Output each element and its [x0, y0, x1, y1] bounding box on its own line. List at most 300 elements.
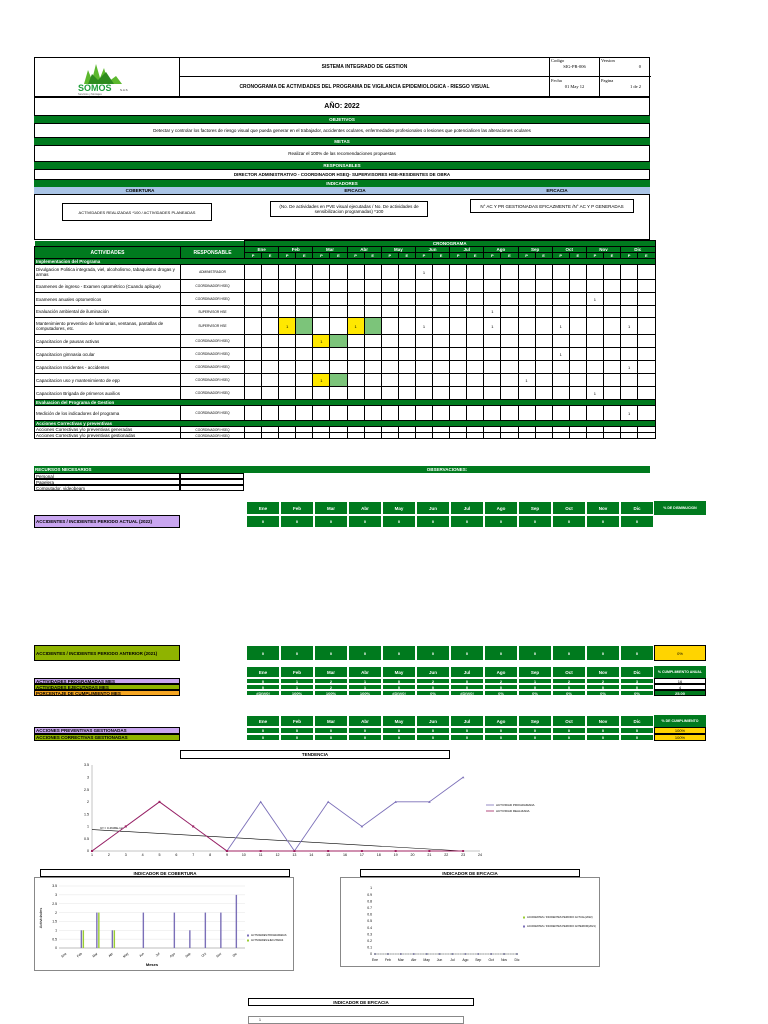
- summary-value: 0: [246, 727, 280, 734]
- schedule-cell: [433, 348, 450, 361]
- schedule-cell: [398, 374, 415, 387]
- month-header: Ago: [484, 666, 518, 678]
- x-tick-label: Jun: [138, 951, 145, 959]
- month-header: Abr: [347, 247, 381, 253]
- schedule-cell: [586, 318, 603, 335]
- trend-label: R² = 0.4636E-12: [100, 826, 123, 831]
- bar: [205, 913, 206, 948]
- schedule-cell: [296, 265, 313, 280]
- logo-subtitle: Servicios y Montajes: [78, 93, 102, 96]
- summary-value: 0: [552, 727, 586, 734]
- logo-text: SOMOS: [78, 83, 112, 93]
- schedule-cell: [398, 387, 415, 400]
- exec-header: E: [364, 253, 381, 259]
- month-header: Jul: [450, 247, 484, 253]
- summary-value: 0: [450, 515, 484, 528]
- series-point: [462, 850, 464, 852]
- x-tick-label: 15: [326, 853, 331, 857]
- series-point: [91, 850, 93, 852]
- table-row: [35, 293, 656, 306]
- schedule-cell: [586, 374, 603, 387]
- schedule-cell: [381, 318, 398, 335]
- schedule-cell: [433, 265, 450, 280]
- bar: [81, 930, 82, 948]
- y-tick-label: 3.5: [52, 884, 57, 889]
- summary-value: 0: [620, 684, 654, 690]
- x-tick-label: 17: [359, 853, 364, 857]
- summary-value: 2: [586, 678, 620, 684]
- schedule-cell: [603, 361, 620, 374]
- schedule-cell: [603, 280, 620, 293]
- summary-extra: 0%: [654, 645, 706, 661]
- version-value: 0: [638, 64, 641, 69]
- schedule-cell: [603, 387, 620, 400]
- schedule-cell: [518, 265, 535, 280]
- y-tick-label: 3.5: [84, 763, 89, 768]
- metas-text: Realizar el 100% de las recomendaciones propuestas: [34, 145, 650, 162]
- schedule-cell: [501, 348, 518, 361]
- schedule-cell: [415, 387, 432, 400]
- schedule-cell: [501, 306, 518, 318]
- x-tick-label: Jul: [154, 951, 161, 958]
- summary-value: 0: [552, 515, 586, 528]
- x-tick-label: Dic: [231, 951, 238, 958]
- schedule-cell: [415, 374, 432, 387]
- schedule-cell: [552, 361, 569, 374]
- x-tick-label: Mar: [91, 951, 99, 959]
- schedule-cell: [603, 265, 620, 280]
- schedule-cell: [638, 280, 655, 293]
- schedule-cell: [535, 433, 552, 439]
- summary-value: 0: [382, 727, 416, 734]
- schedule-cell: [518, 318, 535, 335]
- recursos-title: RECURSOS NECESARIOS: [34, 466, 244, 473]
- schedule-cell: [450, 318, 467, 335]
- schedule-cell: [330, 361, 347, 374]
- series-point: [125, 825, 127, 827]
- x-tick-label: 4: [141, 853, 144, 857]
- schedule-cell: [535, 306, 552, 318]
- schedule-cell: [364, 406, 381, 421]
- activity-responsable: COORDINADOR HSEQ: [181, 406, 245, 421]
- summary-value: 0: [586, 645, 620, 661]
- schedule-cell: [313, 306, 330, 318]
- schedule-cell: [433, 406, 450, 421]
- schedule-cell: [381, 335, 398, 348]
- schedule-cell: [638, 293, 655, 306]
- y-tick-label: 0.9: [367, 892, 372, 897]
- schedule-cell: [467, 433, 484, 439]
- schedule-cell: [518, 387, 535, 400]
- summary-value: 0%: [620, 690, 654, 696]
- pagina-label: Pagina: [601, 78, 614, 83]
- schedule-cell: [296, 374, 313, 387]
- svg-text:S.A.S: S.A.S: [120, 88, 128, 92]
- logo-graphic: [36, 58, 180, 96]
- exec-header: E: [433, 253, 450, 259]
- month-header: Abr: [348, 501, 382, 515]
- cobertura-chart-title: INDICADOR DE COBERTURA: [40, 869, 290, 877]
- exec-header: E: [535, 253, 552, 259]
- activity-responsable: COORDINADOR HSEQ: [181, 433, 245, 439]
- schedule-cell: [621, 280, 638, 293]
- schedule-cell: [364, 335, 381, 348]
- schedule-cell: [518, 433, 535, 439]
- schedule-cell: [518, 348, 535, 361]
- schedule-cell: [364, 265, 381, 280]
- schedule-cell: [381, 361, 398, 374]
- table-row: [35, 348, 656, 361]
- y-tick-label: 2: [87, 800, 89, 805]
- table-row: [35, 306, 656, 318]
- schedule-cell: [347, 361, 364, 374]
- bottom-chart-tick: 1: [259, 1018, 261, 1022]
- series-point: [452, 953, 454, 955]
- plan-header: P: [518, 253, 535, 259]
- schedule-cell: [262, 280, 279, 293]
- month-header: Nov: [586, 501, 620, 515]
- schedule-cell: 1: [586, 387, 603, 400]
- schedule-cell: [313, 265, 330, 280]
- summary-value: 0: [246, 684, 280, 690]
- schedule-cell: [245, 335, 262, 348]
- schedule-cell: [296, 293, 313, 306]
- plan-header: P: [313, 253, 330, 259]
- y-tick-label: 0.8: [367, 899, 372, 904]
- schedule-cell: [398, 433, 415, 439]
- summary-value: #DIV/0!: [450, 690, 484, 696]
- activity-responsable: SUPERVISOR HSE: [181, 306, 245, 318]
- schedule-cell: [638, 318, 655, 335]
- schedule-cell: [279, 335, 296, 348]
- summary-value: 0: [280, 515, 314, 528]
- section-title: Evaluacion del Programa de Gestion: [35, 400, 656, 406]
- schedule-cell: [364, 387, 381, 400]
- legend-label: ACTIVIDAD REALIZADA: [496, 809, 530, 813]
- schedule-cell: [279, 387, 296, 400]
- col-responsable: RESPONSABLE: [181, 247, 245, 259]
- schedule-cell: [279, 361, 296, 374]
- x-tick-label: 8: [209, 853, 212, 857]
- x-tick-label: 21: [427, 853, 432, 857]
- summary-value: 0: [416, 727, 450, 734]
- summary-value: 0: [518, 684, 552, 690]
- schedule-cell: [552, 387, 569, 400]
- schedule-cell: [433, 306, 450, 318]
- schedule-cell: [621, 348, 638, 361]
- schedule-cell: [638, 265, 655, 280]
- month-header: Ago: [484, 715, 518, 727]
- summary-row-label: ACCIDENTES / INCIDENTES PERIODO ANTERIOR (2021): [34, 645, 180, 661]
- schedule-cell: [535, 335, 552, 348]
- schedule-cell: [450, 348, 467, 361]
- summary-extra: 4: [654, 684, 706, 690]
- summary-value: 0: [586, 684, 620, 690]
- y-tick-label: 0.5: [367, 919, 372, 924]
- schedule-cell: [330, 265, 347, 280]
- schedule-cell: [364, 318, 381, 335]
- schedule-cell: [364, 361, 381, 374]
- summary-value: 0: [280, 645, 314, 661]
- y-tick-label: 0.6: [367, 912, 372, 917]
- fecha-value: 01 May 12: [564, 84, 585, 89]
- x-tick-label: 19: [393, 853, 398, 857]
- schedule-cell: [569, 335, 586, 348]
- schedule-cell: [398, 406, 415, 421]
- x-tick-label: Abr: [107, 951, 114, 958]
- bar: [236, 895, 237, 948]
- schedule-cell: [501, 406, 518, 421]
- schedule-cell: [245, 433, 262, 439]
- schedule-cell: [330, 306, 347, 318]
- month-header: May: [381, 247, 415, 253]
- x-tick-label: 5: [158, 853, 161, 857]
- legend-swatch: [523, 926, 525, 928]
- schedule-cell: 1: [621, 318, 638, 335]
- month-header: Oct: [552, 247, 586, 253]
- schedule-cell: [518, 293, 535, 306]
- schedule-cell: [467, 318, 484, 335]
- activity-responsable: COORDINADOR HSEQ: [181, 361, 245, 374]
- month-header: Sep: [518, 247, 552, 253]
- plan-header: P: [381, 253, 398, 259]
- schedule-cell: [347, 348, 364, 361]
- objetivos-text: Detectar y controlar los factores de riesgo visual que pueda generar en el trabajador, accidentes oculares, enfermedades profesionales o lesiones que potencialicen las alteraciones oculares: [34, 123, 650, 138]
- summary-value: 0: [382, 645, 416, 661]
- formula-eficacia2: N° AC Y PR GESTIONADAS EFICAZMENTE /N° AC Y P GENERADAS: [470, 199, 634, 213]
- schedule-cell: [450, 306, 467, 318]
- series-point: [374, 953, 376, 955]
- schedule-cell: 1: [586, 293, 603, 306]
- schedule-cell: [450, 387, 467, 400]
- exec-header: E: [638, 253, 655, 259]
- series-point: [293, 850, 295, 852]
- schedule-cell: [381, 406, 398, 421]
- schedule-cell: [296, 348, 313, 361]
- series-point: [465, 953, 467, 955]
- y-tick-label: 1.5: [84, 812, 89, 817]
- schedule-cell: [262, 335, 279, 348]
- month-header: Abr: [348, 715, 382, 727]
- x-tick-label: 14: [309, 853, 314, 857]
- cobertura-header: COBERTURA: [34, 187, 246, 194]
- schedule-cell: [621, 293, 638, 306]
- schedule-cell: [638, 374, 655, 387]
- plan-header: P: [279, 253, 296, 259]
- legend-label: ACCIDENTES / INCIDENTES PERIODO ANTERIOR(2021): [527, 925, 596, 928]
- summary-value: 0%: [552, 690, 586, 696]
- schedule-cell: [535, 374, 552, 387]
- schedule-cell: [347, 374, 364, 387]
- schedule-cell: [381, 387, 398, 400]
- schedule-cell: [603, 433, 620, 439]
- table-row: [35, 361, 656, 374]
- schedule-cell: [313, 348, 330, 361]
- schedule-cell: [279, 293, 296, 306]
- activity-responsable: COORDINADOR HSEQ: [181, 387, 245, 400]
- x-tick-label: 10: [241, 853, 246, 857]
- schedule-cell: [381, 280, 398, 293]
- schedule-cell: [262, 306, 279, 318]
- schedule-cell: 1: [415, 265, 432, 280]
- schedule-cell: [364, 348, 381, 361]
- summary-value: 0: [348, 727, 382, 734]
- bar: [96, 913, 97, 948]
- schedule-cell: [586, 265, 603, 280]
- schedule-cell: [501, 293, 518, 306]
- schedule-cell: [638, 306, 655, 318]
- summary-value: 2: [484, 678, 518, 684]
- schedule-cell: [621, 387, 638, 400]
- summary-value: 0%: [484, 690, 518, 696]
- summary-value: 0: [552, 684, 586, 690]
- x-tick-label: Sep: [475, 958, 482, 962]
- y-axis-label: Actividades: [38, 907, 43, 929]
- schedule-cell: [330, 433, 347, 439]
- month-header: May: [382, 501, 416, 515]
- summary-value: 2: [314, 684, 348, 690]
- eficacia2-header: EFICACIA: [464, 187, 650, 194]
- schedule-cell: [433, 318, 450, 335]
- summary-value: 0: [314, 727, 348, 734]
- plan-header: P: [415, 253, 432, 259]
- summary-row-label: ACCIONES CORRECTIVAS GESTIONADAS: [34, 734, 180, 741]
- schedule-cell: [313, 280, 330, 293]
- activity-name: Capacitacion uso y mantenimiento de epp: [35, 374, 181, 387]
- schedule-cell: [415, 280, 432, 293]
- month-header: Ene: [245, 247, 279, 253]
- schedule-cell: [586, 335, 603, 348]
- schedule-cell: 1: [415, 318, 432, 335]
- summary-value: 0: [552, 734, 586, 741]
- schedule-cell: [603, 306, 620, 318]
- summary-value: 2: [552, 678, 586, 684]
- schedule-cell: [450, 280, 467, 293]
- month-header: Feb: [280, 501, 314, 515]
- month-header: Jun: [416, 666, 450, 678]
- schedule-cell: [262, 265, 279, 280]
- table-row: [35, 406, 656, 421]
- y-tick-label: 3: [87, 775, 89, 780]
- x-tick-label: 23: [461, 853, 466, 857]
- bottom-chart-title: INDICADOR DE EFICACIA: [248, 998, 474, 1006]
- summary-value: 0: [246, 734, 280, 741]
- schedule-cell: [330, 293, 347, 306]
- schedule-cell: [296, 280, 313, 293]
- summary-value: 0: [620, 515, 654, 528]
- schedule-cell: [415, 293, 432, 306]
- summary-value: 0: [620, 727, 654, 734]
- schedule-cell: [245, 293, 262, 306]
- schedule-cell: 1: [621, 406, 638, 421]
- series-point: [462, 776, 465, 778]
- summary-value: 0: [484, 727, 518, 734]
- schedule-cell: [245, 265, 262, 280]
- activity-responsable: COORDINADOR HSEQ: [181, 427, 245, 433]
- x-tick-label: Oct: [488, 958, 494, 962]
- summary-value: 0: [586, 727, 620, 734]
- tendencia-title: TENDENCIA: [180, 750, 450, 759]
- schedule-cell: [245, 348, 262, 361]
- series-point: [192, 825, 194, 827]
- schedule-cell: [313, 433, 330, 439]
- summary-value: 0: [518, 645, 552, 661]
- month-header: Ene: [246, 501, 280, 515]
- schedule-cell: [398, 361, 415, 374]
- summary-value: 100%: [280, 690, 314, 696]
- series-line: [92, 777, 463, 851]
- series-point: [516, 953, 518, 955]
- x-tick-label: Ene: [371, 958, 379, 962]
- schedule-cell: [245, 406, 262, 421]
- schedule-cell: [467, 406, 484, 421]
- schedule-cell: [313, 406, 330, 421]
- bar: [112, 930, 113, 948]
- month-header: Ago: [484, 501, 518, 515]
- x-tick-label: May: [423, 958, 430, 962]
- activity-responsable: COORDINADOR HSEQ: [181, 374, 245, 387]
- table-row: [35, 387, 656, 400]
- y-tick-label: 1: [87, 824, 89, 829]
- schedule-cell: [501, 361, 518, 374]
- schedule-cell: [569, 293, 586, 306]
- schedule-cell: [381, 348, 398, 361]
- extra-header: % DE CUMPLIMIENTO: [654, 715, 706, 727]
- schedule-cell: [467, 335, 484, 348]
- summary-value: 0: [484, 684, 518, 690]
- schedule-cell: [467, 280, 484, 293]
- schedule-cell: [621, 433, 638, 439]
- schedule-cell: [552, 293, 569, 306]
- activity-name: Capacitacion Brigada de primeros auxilios: [35, 387, 181, 400]
- schedule-cell: [535, 348, 552, 361]
- activity-responsable: COORDINADOR HSEQ: [181, 293, 245, 306]
- schedule-cell: [484, 433, 501, 439]
- schedule-cell: 1: [552, 318, 569, 335]
- schedule-cell: [552, 433, 569, 439]
- schedule-cell: [552, 265, 569, 280]
- table-row: [35, 280, 656, 293]
- x-tick-label: Oct: [200, 951, 207, 958]
- extra-header: % DE DISMINUCION: [654, 501, 706, 515]
- schedule-cell: [279, 348, 296, 361]
- summary-row-label: ACCIONES PREVENTIVAS GESTIONADAS: [34, 727, 180, 734]
- summary-row-label: ACCIDENTES / INCIDENTES PERIODO ACTUAL (2022): [34, 515, 180, 528]
- section-title: Implementacion del Programa: [35, 259, 656, 265]
- schedule-cell: [415, 306, 432, 318]
- schedule-cell: [347, 335, 364, 348]
- summary-value: 2: [416, 678, 450, 684]
- x-tick-label: Jun: [436, 958, 443, 962]
- plan-header: P: [450, 253, 467, 259]
- summary-value: 0: [450, 734, 484, 741]
- schedule-cell: [501, 318, 518, 335]
- pagina-value: 1 de 2: [630, 84, 641, 89]
- summary-value: 0: [484, 734, 518, 741]
- legend-swatch: [247, 940, 249, 942]
- plan-header: P: [245, 253, 262, 259]
- eficacia-header: EFICACIA: [246, 187, 464, 194]
- schedule-cell: [398, 306, 415, 318]
- schedule-cell: [552, 406, 569, 421]
- summary-value: 0%: [586, 690, 620, 696]
- bar: [114, 930, 115, 948]
- schedule-cell: [296, 335, 313, 348]
- schedule-cell: [262, 293, 279, 306]
- month-header: Mar: [314, 501, 348, 515]
- summary-value: 1: [518, 678, 552, 684]
- schedule-cell: 1: [313, 335, 330, 348]
